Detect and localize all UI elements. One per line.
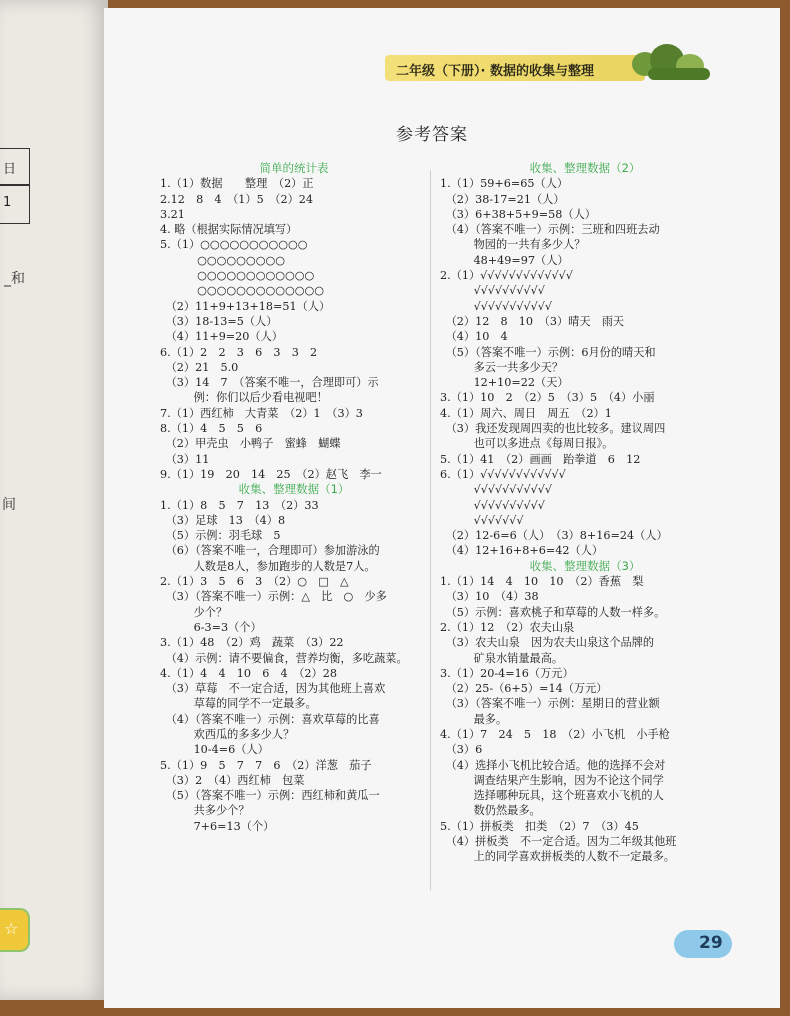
cell-text: 1 [3,195,12,210]
answer-line: 1.（1）14 4 10 10 （2）香蕉 梨 [440,575,644,589]
answer-line: 矿泉水销量最高。 [440,651,564,665]
section-heading: 收集、整理数据（1） [238,482,350,497]
answer-line: 7.（1）西红柿 大青菜 （2）1 （3）3 [160,406,363,420]
section-heading: 收集、整理数据（2） [529,161,641,175]
answer-line: 10-4=6（人） [160,743,269,757]
answer-line: ○○○○○○○○○○○○○ [160,284,325,298]
answer-line: 3.21 [160,207,185,221]
section-heading: 收集、整理数据（3） [529,558,641,573]
answer-line: （2）38-17=21（人） [440,192,565,206]
answer-line: 多云一共多少天？ [440,360,564,374]
table-cell [0,184,30,224]
answer-line: （5）示例：羽毛球 5 [160,529,281,543]
answer-line: 3.（1）20-4=16（万元） [440,666,574,680]
answer-line: 2.（1）3 5 6 3 （2）○ □ △ [160,575,349,589]
answer-line: 6-3=3（个） [160,620,262,634]
answer-line: （3）我还发现周四卖的也比较多。建议周四 [440,422,666,436]
left-page [0,0,108,1000]
answer-line: 物园的一共有多少人？ [440,238,586,252]
answer-line: √√√√√√√√√√√ [440,483,552,497]
answer-line: 共多少个？ [160,804,250,818]
answer-line: （3）14 7 （答案不唯一，合理即可）示 [160,376,379,390]
answer-line: 例：你们以后少看电视吧！ [160,391,328,405]
answer-line: 少个？ [160,605,228,619]
answer-line: （2）12 8 10 （3）晴天 雨天 [440,314,625,328]
answer-line: √√√√√√√√√√ [440,284,545,298]
answer-line: 3.（1）48 （2）鸡 蔬菜 （3）22 [160,636,344,650]
answer-line: 草莓的同学不一定最多。 [160,697,317,711]
answer-line: 最多。 [440,712,508,726]
column-divider [430,170,431,890]
answer-line: （5）（答案不唯一）示例：6月份的晴天和 [440,345,656,359]
answer-line: 1.（1）8 5 7 13 （2）33 [160,498,319,512]
page-number: 29 [699,933,723,953]
answer-line: ○○○○○○○○○○○○ [160,269,315,283]
answer-line: （4）拼板类 不一定合适。因为二年级其他班 [440,835,677,849]
answer-line: 也可以多进点《每周日报》。 [440,437,614,451]
answer-line: 9.（1）19 20 14 25 （2）赵飞 李一 [160,467,382,481]
answer-line: 48+49=97（人） [440,253,569,267]
header-title: 二年级（下册）· 数据的收集与整理 [396,64,594,79]
answer-line: （4）（答案不唯一）示例：喜欢草莓的比喜 [160,712,380,726]
answer-line: 选择哪种玩具，这个班喜欢小飞机的人 [440,789,664,803]
answer-line: （2）11+9+13+18=51（人） [160,299,331,313]
answer-line: （2）甲壳虫 小鸭子 蜜蜂 蝴蝶 [160,437,341,451]
answer-line: 4.（1）7 24 5 18 （2）小飞机 小手枪 [440,727,670,741]
answer-line: （3）6+38+5+9=58（人） [440,207,596,221]
answer-line: （3）草莓 不一定合适，因为其他班上喜欢 [160,682,386,696]
table-cell [0,148,30,186]
answer-line: （2）21 5.0 [160,360,239,374]
answer-column-right [440,161,730,865]
answer-line: 3.（1）10 2 （2）5 （3）5 （4）小丽 [440,391,655,405]
answer-line: 4.（1）周六、周日 周五 （2）1 [440,406,612,420]
answer-line: （2）25-（6+5）=14（万元） [440,682,608,696]
answer-line: （4）11+9=20（人） [160,330,283,344]
answer-line: （3）（答案不唯一）示例：△ 比 ○ 少多 [160,590,387,604]
answer-line: （3）6 [440,743,483,757]
answer-line: ○○○○○○○○○ [160,253,285,267]
answer-line: 5.（1）41 （2）画画 跆拳道 6 12 [440,452,641,466]
answer-line: 2.（1）√√√√√√√√√√√√√ [440,269,573,283]
answer-line: 4. 略（根据实际情况填写） [160,223,298,237]
answer-line: 数仍然最多。 [440,804,541,818]
section-heading: 简单的统计表 [259,161,329,175]
answer-line: （4）选择小飞机比较合适。他的选择不会对 [440,758,666,772]
cell-text: 日 [3,162,17,177]
answer-line: （3）农夫山泉 因为农夫山泉这个品牌的 [440,636,655,650]
answer-line: （4）10 4 [440,330,508,344]
answer-line: （5）（答案不唯一）示例：西红柿和黄瓜一 [160,789,380,803]
answer-line: 6.（1）2 2 3 6 3 3 2 [160,345,318,359]
answer-line: 1.（1）数据 整理 （2）正 [160,177,314,191]
answer-line: 8.（1）4 5 5 6 [160,422,263,436]
answer-line: 调查结果产生影响，因为不论这个同学 [440,773,664,787]
answer-line: （3）2 （4）西红柿 包菜 [160,773,305,787]
answer-line: 上的同学喜欢拼板类的人数不一定最多。 [440,850,675,864]
left-page-fragment: 间 [2,497,16,513]
answer-line: 6.（1）√√√√√√√√√√√√ [440,467,566,481]
answer-line: 5.（1）○○○○○○○○○○○ [160,238,308,252]
answer-line: （3）11 [160,452,210,466]
answer-line: 7+6=13（个） [160,819,275,833]
answer-line: √√√√√√√ [440,513,524,527]
answer-line: （4）（答案不唯一）示例：三班和四班去动 [440,223,660,237]
answer-line: 人数是8人，参加跑步的人数是7人。 [160,559,376,573]
answer-line: √√√√√√√√√√√ [440,299,552,313]
page-number-badge [674,930,732,958]
answer-line: 5.（1）9 5 7 7 6 （2）洋葱 茄子 [160,758,372,772]
answer-line: 欢西瓜的多多少人？ [160,727,295,741]
answer-line: 5.（1）拼板类 扣类 （2）7 （3）45 [440,819,639,833]
answer-line: 1.（1）59+6=65（人） [440,177,569,191]
answer-line: （2）12-6=6（人） （3）8+16=24（人） [440,529,668,543]
answer-line: （3）10 （4）38 [440,590,539,604]
tree-decoration [648,68,710,80]
answer-line: （3）18-13=5（人） [160,314,278,328]
answer-line: 2.12 8 4 （1）5 （2）24 [160,192,314,206]
left-page-fragment: _和 [4,271,25,287]
answer-line: （3）（答案不唯一）示例：星期日的营业额 [440,697,660,711]
answer-line: （4）12+16+8+6=42（人） [440,544,604,558]
answer-line: 12+10=22（天） [440,376,569,390]
answer-line: （5）示例：喜欢桃子和草莓的人数一样多。 [440,605,666,619]
answer-line: （3）足球 13 （4）8 [160,513,286,527]
answer-line: （6）（答案不唯一，合理即可）参加游泳的 [160,544,380,558]
answer-column-left [160,161,428,834]
answer-line: 2.（1）12 （2）农夫山泉 [440,620,575,634]
page-title: 参考答案 [396,125,468,145]
answer-line: 4.（1）4 4 10 6 4 （2）28 [160,666,337,680]
answer-line: （4）示例：请不要偏食，营养均衡，多吃蔬菜。 [160,651,408,665]
answer-line: √√√√√√√√√√ [440,498,545,512]
star-icon: ☆ [0,908,30,952]
